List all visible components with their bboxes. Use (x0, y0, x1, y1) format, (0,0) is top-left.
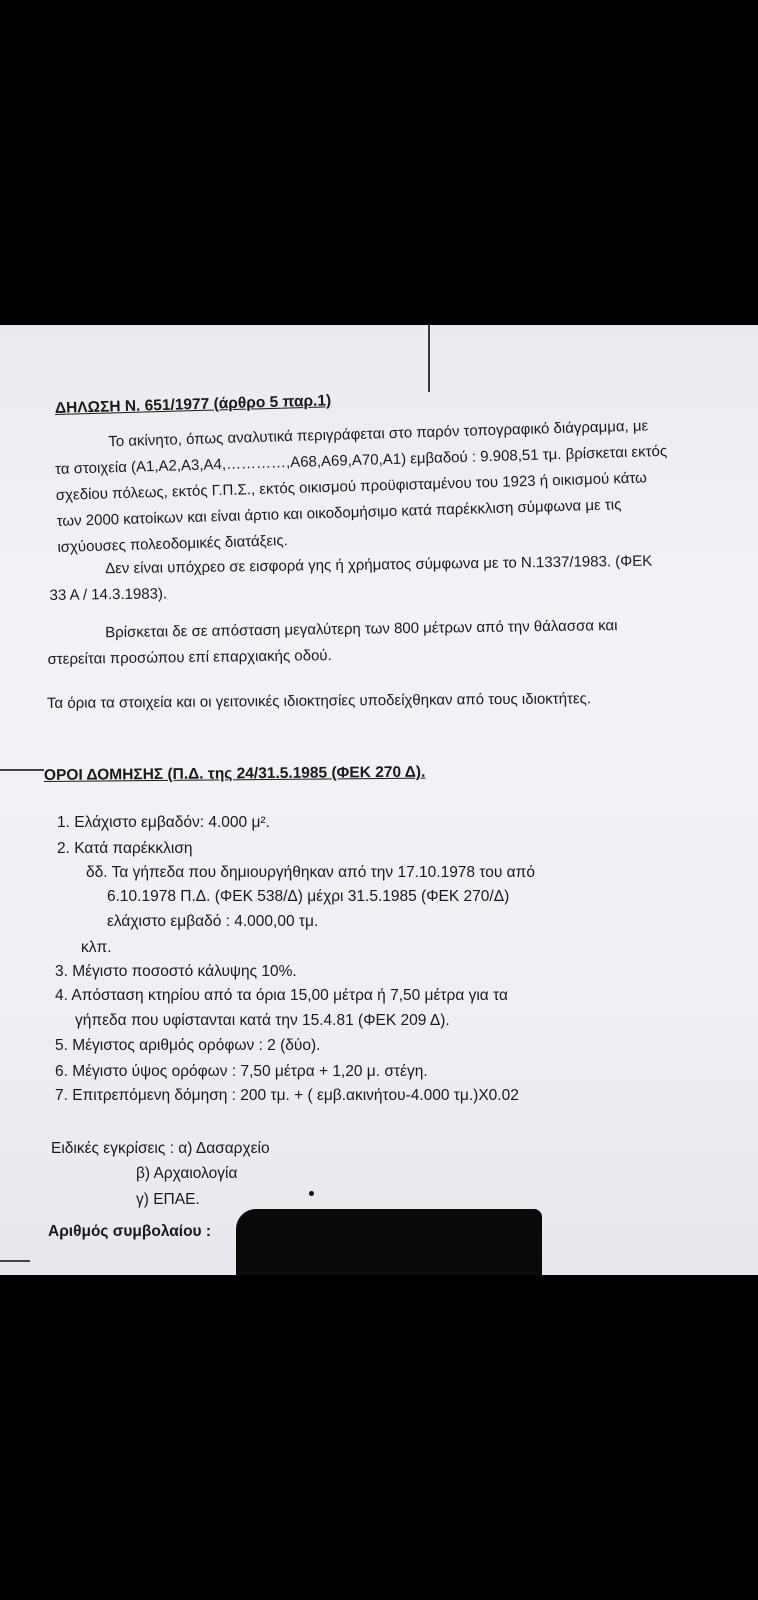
paragraph-line: τα στοιχεία (Α1,Α2,Α3,Α4,…………,Α68,Α69,Α70,Α1) εμβαδού : 9.908,51 τμ. βρίσκεται εκτός (54, 442, 668, 478)
term-2-sub: ελάχιστο εμβαδό : 4.000,00 τμ. (107, 913, 319, 930)
approval-archaeology: β) Αρχαιολογία (136, 1165, 238, 1182)
term-4-cont: γήπεδα που υφίστανται κατά την 15.4.81 (ΦΕΚ 209 Δ). (75, 1012, 450, 1029)
ink-dot (309, 1191, 314, 1196)
approval-epae: γ) ΕΠΑΕ. (136, 1191, 200, 1208)
contract-number-label: Αριθμός συμβολαίου : (48, 1223, 212, 1240)
paragraph-line: Δεν είναι υπόχρεο σε εισφορά γης ή χρήματος σύμφωνα με το Ν.1337/1983. (ΦΕΚ (105, 552, 653, 578)
redaction-block (236, 1209, 542, 1275)
paragraph-boundaries: Τα όρια τα στοιχεία και οι γειτονικές ιδιοκτησίες υποδείχθηκαν από τους ιδιοκτήτες. (46, 690, 592, 712)
term-6: 6. Μέγιστο ύψος ορόφων : 7,50 μέτρα + 1,20 μ. στέγη. (55, 1063, 428, 1080)
term-3: 3. Μέγιστο ποσοστό κάλυψης 10%. (55, 963, 297, 980)
paragraph-line: 33 Α / 14.3.1983). (49, 585, 168, 604)
paragraph-line: ισχύουσες πολεοδομικές διατάξεις. (57, 532, 289, 556)
paragraph-line: των 2000 κατοίκων και είναι άρτιο και οικοδομήσιμο κατά παρέκκλιση σύμφωνα με τις (56, 496, 622, 530)
document-page (0, 325, 758, 1275)
fold-line (428, 325, 430, 392)
term-1: 1. Ελάχιστο εμβαδόν: 4.000 μ². (57, 814, 270, 831)
term-4: 4. Απόσταση κτηρίου από τα όρια 15,00 μέτρα ή 7,50 μέτρα για τα (55, 987, 508, 1004)
term-2-sub: 6.10.1978 Π.Δ. (ΦΕΚ 538/Δ) μέχρι 31.5.1985 (ΦΕΚ 270/Δ) (107, 888, 510, 905)
paragraph-property (54, 413, 670, 561)
approvals-label: Ειδικές εγκρίσεις : α) Δασαρχείο (51, 1140, 270, 1157)
term-2-sub: δδ. Τα γήπεδα που δημιουργήθηκαν από την 17.10.1978 του από (86, 864, 535, 881)
edge-mark (0, 769, 44, 771)
paragraph-distance (47, 613, 618, 673)
paragraph-line: στερείται προσώπου επί επαρχιακής οδού. (47, 647, 332, 668)
paragraph-line: Το ακίνητο, όπως αναλυτικά περιγράφεται στο παρόν τοπογραφικό διάγραμμα, με (108, 417, 649, 451)
term-2: 2. Κατά παρέκκλιση (57, 840, 193, 857)
paragraph-line: σχεδίου πόλεως, εκτός Γ.Π.Σ., εκτός οικισμού προϋφισταμένου του 1923 ή οικισμού κάτω (55, 469, 648, 504)
term-5: 5. Μέγιστος αριθμός ορόφων : 2 (δύο). (55, 1037, 321, 1054)
term-7: 7. Επιτρεπόμενη δόμηση : 200 τμ. + ( εμβ.ακινήτου-4.000 τμ.)Χ0.02 (55, 1087, 519, 1104)
declaration-heading: ΔΗΛΩΣΗ Ν. 651/1977 (άρθρο 5 παρ.1) (54, 392, 332, 417)
building-terms-heading: ΟΡΟΙ ΔΟΜΗΣΗΣ (Π.Δ. της 24/31.5.1985 (ΦΕΚ 270 Δ). (43, 763, 426, 784)
paragraph-contribution (49, 549, 653, 609)
paragraph-line: Βρίσκεται δε σε απόσταση μεγαλύτερη των 800 μέτρων από την θάλασσα και (105, 617, 618, 642)
edge-mark (0, 1260, 30, 1262)
term-2-sub: κλπ. (81, 939, 112, 956)
